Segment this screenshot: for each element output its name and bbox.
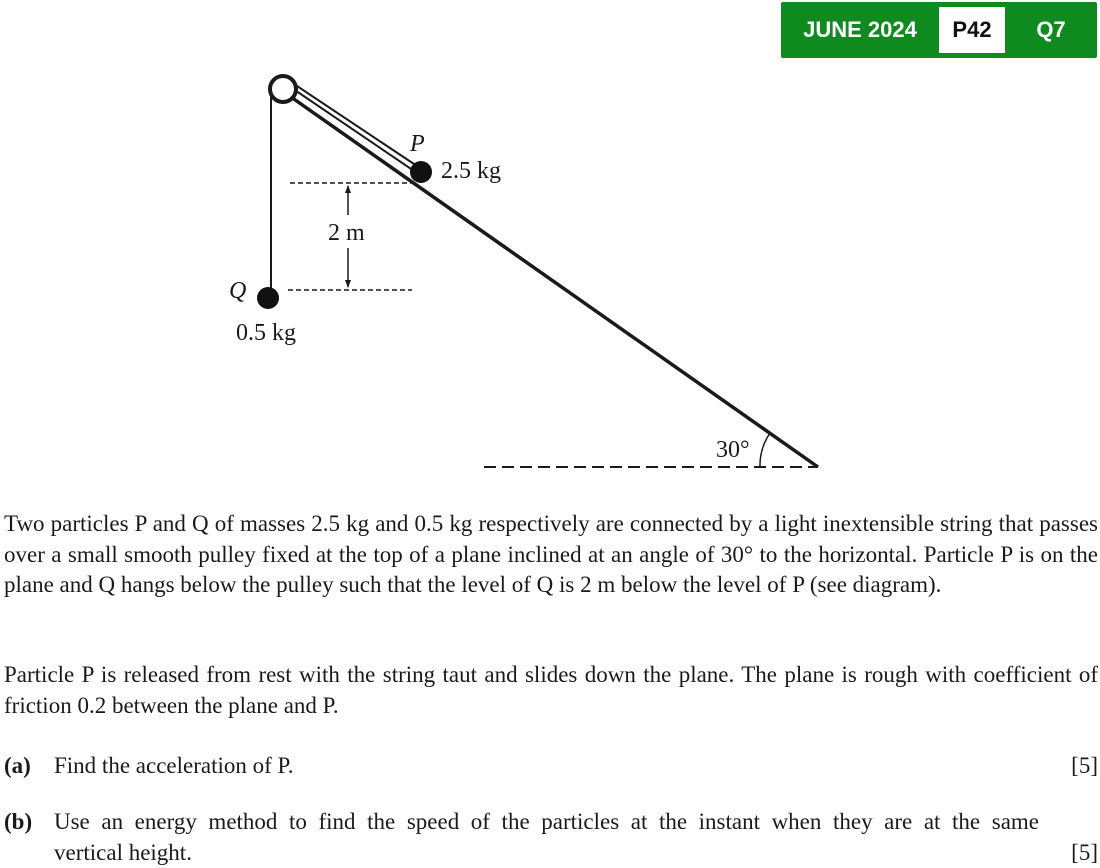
part-a-marks: [5] <box>1071 751 1098 782</box>
part-b-label: (b) <box>4 807 32 838</box>
question-number-label: Q7 <box>1005 2 1097 58</box>
exam-date-label: JUNE 2024 <box>781 2 939 58</box>
question-paragraph-1: Two particles P and Q of masses 2.5 kg and 0.5 kg respectively are connected by a light inextensible string that passes over a small smooth pulley fixed at the top of a plane inclined at an angle of 30° to the horizontal. Particle P is on the plane and Q hangs below the pulley such that the level of Q is 2 m below the level of P (see diagram). <box>4 509 1098 601</box>
string-pulley-to-p <box>291 82 420 168</box>
label-mass-q: 0.5 kg <box>236 320 296 346</box>
label-p: P <box>409 131 425 157</box>
angle-arc <box>760 433 770 467</box>
label-angle: 30° <box>716 437 750 463</box>
paper-code-label: P42 <box>939 7 1005 53</box>
height-arrowhead-up <box>345 185 351 193</box>
part-b-text-line-1: Use an energy method to find the speed of the particles at the instant when they are at the same <box>54 809 1039 834</box>
height-arrowhead-down <box>345 280 351 288</box>
pulley <box>270 76 296 102</box>
part-b-text <box>54 807 1039 868</box>
part-b-text-line-2: vertical height. <box>54 838 1039 868</box>
pulley-support <box>283 82 420 175</box>
part-a-text: Find the acceleration of P. <box>54 751 1039 782</box>
particle-p <box>410 161 432 183</box>
label-q: Q <box>229 278 246 304</box>
part-a-label: (a) <box>4 751 31 782</box>
question-paragraph-2: Particle P is released from rest with the string taut and slides down the plane. The plane is rough with coefficient of friction 0.2 between the plane and P. <box>4 660 1098 721</box>
particle-q <box>257 287 279 309</box>
inclined-plane-line <box>291 97 818 467</box>
label-mass-p: 2.5 kg <box>441 158 501 184</box>
label-height: 2 m <box>328 220 365 246</box>
part-b-marks: [5] <box>1071 838 1098 868</box>
